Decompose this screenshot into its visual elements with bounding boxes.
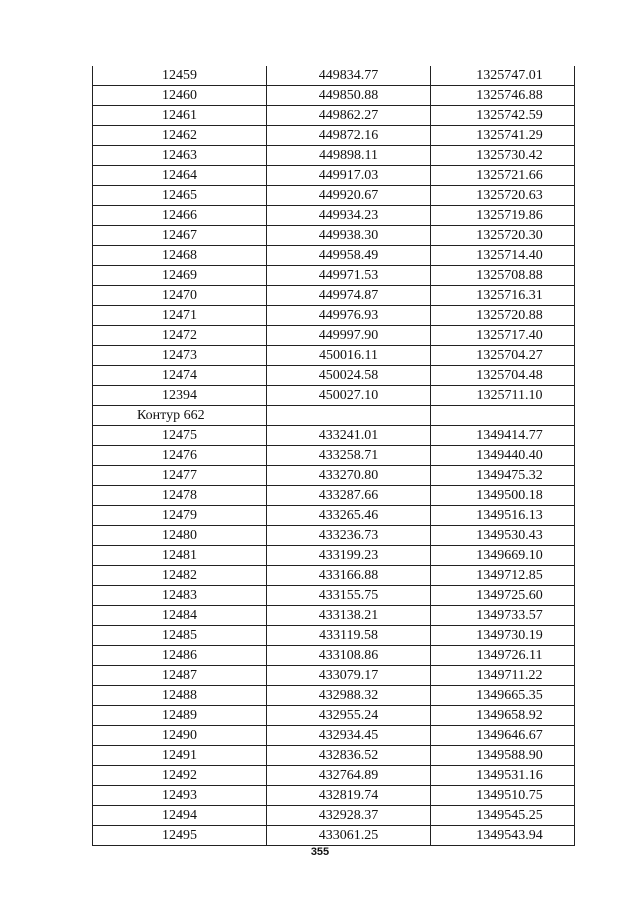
y-coordinate-cell: 1349440.40 <box>431 446 575 466</box>
point-id-cell: 12486 <box>93 646 267 666</box>
y-coordinate-cell: 1325747.01 <box>431 66 575 86</box>
table-row <box>93 246 575 266</box>
point-id-cell: 12474 <box>93 366 267 386</box>
point-id-cell: 12460 <box>93 86 267 106</box>
y-coordinate-cell: 1349545.25 <box>431 806 575 826</box>
x-coordinate-cell: 449850.88 <box>267 86 431 106</box>
table-row <box>93 606 575 626</box>
y-coordinate-cell: 1349543.94 <box>431 826 575 846</box>
table-row <box>93 646 575 666</box>
point-id-cell: 12482 <box>93 566 267 586</box>
point-id-cell: 12485 <box>93 626 267 646</box>
table-row <box>93 286 575 306</box>
point-id-cell: 12492 <box>93 766 267 786</box>
x-coordinate-cell: 433265.46 <box>267 506 431 526</box>
table-row <box>93 386 575 406</box>
y-coordinate-cell: 1325714.40 <box>431 246 575 266</box>
point-id-cell: 12479 <box>93 506 267 526</box>
y-coordinate-cell: 1325719.86 <box>431 206 575 226</box>
table-row <box>93 186 575 206</box>
point-id-cell: 12477 <box>93 466 267 486</box>
table-row <box>93 686 575 706</box>
x-coordinate-cell: 449976.93 <box>267 306 431 326</box>
x-coordinate-cell: 433236.73 <box>267 526 431 546</box>
point-id-cell: 12481 <box>93 546 267 566</box>
y-coordinate-cell: 1325711.10 <box>431 386 575 406</box>
point-id-cell: 12493 <box>93 786 267 806</box>
y-coordinate-cell: 1325721.66 <box>431 166 575 186</box>
table-row <box>93 266 575 286</box>
x-coordinate-cell: 432934.45 <box>267 726 431 746</box>
point-id-cell: 12489 <box>93 706 267 726</box>
point-id-cell: 12494 <box>93 806 267 826</box>
x-coordinate-cell: 433270.80 <box>267 466 431 486</box>
point-id-cell: 12490 <box>93 726 267 746</box>
table-row <box>93 166 575 186</box>
x-coordinate-cell: 449938.30 <box>267 226 431 246</box>
x-coordinate-cell: 433061.25 <box>267 826 431 846</box>
y-coordinate-cell: 1349669.10 <box>431 546 575 566</box>
table-row <box>93 806 575 826</box>
table-row <box>93 486 575 506</box>
table-row <box>93 826 575 846</box>
x-coordinate-cell: 432836.52 <box>267 746 431 766</box>
y-coordinate-cell: 1325730.42 <box>431 146 575 166</box>
coordinates-table <box>92 66 575 846</box>
point-id-cell: 12473 <box>93 346 267 366</box>
table-row <box>93 586 575 606</box>
y-coordinate-cell: 1349665.35 <box>431 686 575 706</box>
table-row <box>93 86 575 106</box>
x-coordinate-cell: 449974.87 <box>267 286 431 306</box>
table-row <box>93 66 575 86</box>
y-coordinate-cell: 1325720.88 <box>431 306 575 326</box>
table-row <box>93 366 575 386</box>
x-coordinate-cell: 449872.16 <box>267 126 431 146</box>
table-row <box>93 106 575 126</box>
x-coordinate-cell: 433166.88 <box>267 566 431 586</box>
x-coordinate-cell: 433287.66 <box>267 486 431 506</box>
table-row <box>93 726 575 746</box>
y-coordinate-cell: 1325741.29 <box>431 126 575 146</box>
y-coordinate-cell: 1349531.16 <box>431 766 575 786</box>
y-coordinate-cell: 1349658.92 <box>431 706 575 726</box>
y-coordinate-cell: 1349414.77 <box>431 426 575 446</box>
x-coordinate-cell: 432955.24 <box>267 706 431 726</box>
x-coordinate-cell: 432764.89 <box>267 766 431 786</box>
table-row <box>93 506 575 526</box>
point-id-cell: 12463 <box>93 146 267 166</box>
point-id-cell: 12472 <box>93 326 267 346</box>
table-row <box>93 766 575 786</box>
table-row <box>93 566 575 586</box>
point-id-cell: 12475 <box>93 426 267 446</box>
table-row <box>93 126 575 146</box>
point-id-cell: 12468 <box>93 246 267 266</box>
x-coordinate-cell: 449917.03 <box>267 166 431 186</box>
y-coordinate-cell: 1349711.22 <box>431 666 575 686</box>
point-id-cell: 12459 <box>93 66 267 86</box>
x-coordinate-cell: 449862.27 <box>267 106 431 126</box>
x-coordinate-cell: 433079.17 <box>267 666 431 686</box>
x-coordinate-cell: 449898.11 <box>267 146 431 166</box>
x-coordinate-cell: 433119.58 <box>267 626 431 646</box>
y-coordinate-cell: 1325742.59 <box>431 106 575 126</box>
table-row <box>93 206 575 226</box>
x-coordinate-cell: 449958.49 <box>267 246 431 266</box>
y-coordinate-cell: 1349733.57 <box>431 606 575 626</box>
y-coordinate-cell: 1349516.13 <box>431 506 575 526</box>
x-coordinate-cell: 450024.58 <box>267 366 431 386</box>
contour-header-row <box>93 406 575 426</box>
table-row <box>93 546 575 566</box>
y-coordinate-cell: 1325720.30 <box>431 226 575 246</box>
point-id-cell: 12483 <box>93 586 267 606</box>
x-coordinate-cell: 449971.53 <box>267 266 431 286</box>
x-coordinate-cell: 433108.86 <box>267 646 431 666</box>
table-row <box>93 466 575 486</box>
point-id-cell: 12488 <box>93 686 267 706</box>
point-id-cell: 12470 <box>93 286 267 306</box>
table-row <box>93 786 575 806</box>
point-id-cell: 12462 <box>93 126 267 146</box>
point-id-cell: 12469 <box>93 266 267 286</box>
point-id-cell: 12476 <box>93 446 267 466</box>
x-coordinate-cell: 433199.23 <box>267 546 431 566</box>
x-coordinate-cell: 449997.90 <box>267 326 431 346</box>
x-coordinate-cell: 432928.37 <box>267 806 431 826</box>
table-row <box>93 526 575 546</box>
point-id-cell: 12464 <box>93 166 267 186</box>
page-number: 355 <box>310 846 330 858</box>
point-id-cell: 12394 <box>93 386 267 406</box>
table-row <box>93 306 575 326</box>
x-coordinate-cell: 450016.11 <box>267 346 431 366</box>
y-coordinate-cell: 1325708.88 <box>431 266 575 286</box>
x-coordinate-cell: 449834.77 <box>267 66 431 86</box>
table-row <box>93 326 575 346</box>
table-row <box>93 626 575 646</box>
point-id-cell: 12471 <box>93 306 267 326</box>
y-coordinate-cell: 1349726.11 <box>431 646 575 666</box>
coordinates-table-body <box>93 66 575 846</box>
point-id-cell: 12465 <box>93 186 267 206</box>
x-coordinate-cell: 433241.01 <box>267 426 431 446</box>
point-id-cell: 12480 <box>93 526 267 546</box>
table-row <box>93 346 575 366</box>
point-id-cell: 12495 <box>93 826 267 846</box>
point-id-cell: 12466 <box>93 206 267 226</box>
x-coordinate-cell: 433155.75 <box>267 586 431 606</box>
y-coordinate-cell: 1325746.88 <box>431 86 575 106</box>
table-row <box>93 146 575 166</box>
empty-cell <box>431 406 575 426</box>
y-coordinate-cell: 1325704.48 <box>431 366 575 386</box>
y-coordinate-cell: 1349725.60 <box>431 586 575 606</box>
y-coordinate-cell: 1349500.18 <box>431 486 575 506</box>
empty-cell <box>267 406 431 426</box>
x-coordinate-cell: 449934.23 <box>267 206 431 226</box>
table-row <box>93 746 575 766</box>
y-coordinate-cell: 1325704.27 <box>431 346 575 366</box>
point-id-cell: 12487 <box>93 666 267 686</box>
x-coordinate-cell: 433138.21 <box>267 606 431 626</box>
table-row <box>93 226 575 246</box>
y-coordinate-cell: 1349475.32 <box>431 466 575 486</box>
contour-label: Контур 662 <box>93 406 267 426</box>
y-coordinate-cell: 1325716.31 <box>431 286 575 306</box>
y-coordinate-cell: 1349588.90 <box>431 746 575 766</box>
point-id-cell: 12484 <box>93 606 267 626</box>
x-coordinate-cell: 432819.74 <box>267 786 431 806</box>
point-id-cell: 12461 <box>93 106 267 126</box>
table-row <box>93 706 575 726</box>
y-coordinate-cell: 1325717.40 <box>431 326 575 346</box>
y-coordinate-cell: 1349646.67 <box>431 726 575 746</box>
table-row <box>93 446 575 466</box>
point-id-cell: 12467 <box>93 226 267 246</box>
x-coordinate-cell: 433258.71 <box>267 446 431 466</box>
point-id-cell: 12491 <box>93 746 267 766</box>
x-coordinate-cell: 449920.67 <box>267 186 431 206</box>
point-id-cell: 12478 <box>93 486 267 506</box>
y-coordinate-cell: 1349712.85 <box>431 566 575 586</box>
y-coordinate-cell: 1349510.75 <box>431 786 575 806</box>
y-coordinate-cell: 1349530.43 <box>431 526 575 546</box>
y-coordinate-cell: 1325720.63 <box>431 186 575 206</box>
table-row <box>93 426 575 446</box>
x-coordinate-cell: 450027.10 <box>267 386 431 406</box>
x-coordinate-cell: 432988.32 <box>267 686 431 706</box>
y-coordinate-cell: 1349730.19 <box>431 626 575 646</box>
table-row <box>93 666 575 686</box>
